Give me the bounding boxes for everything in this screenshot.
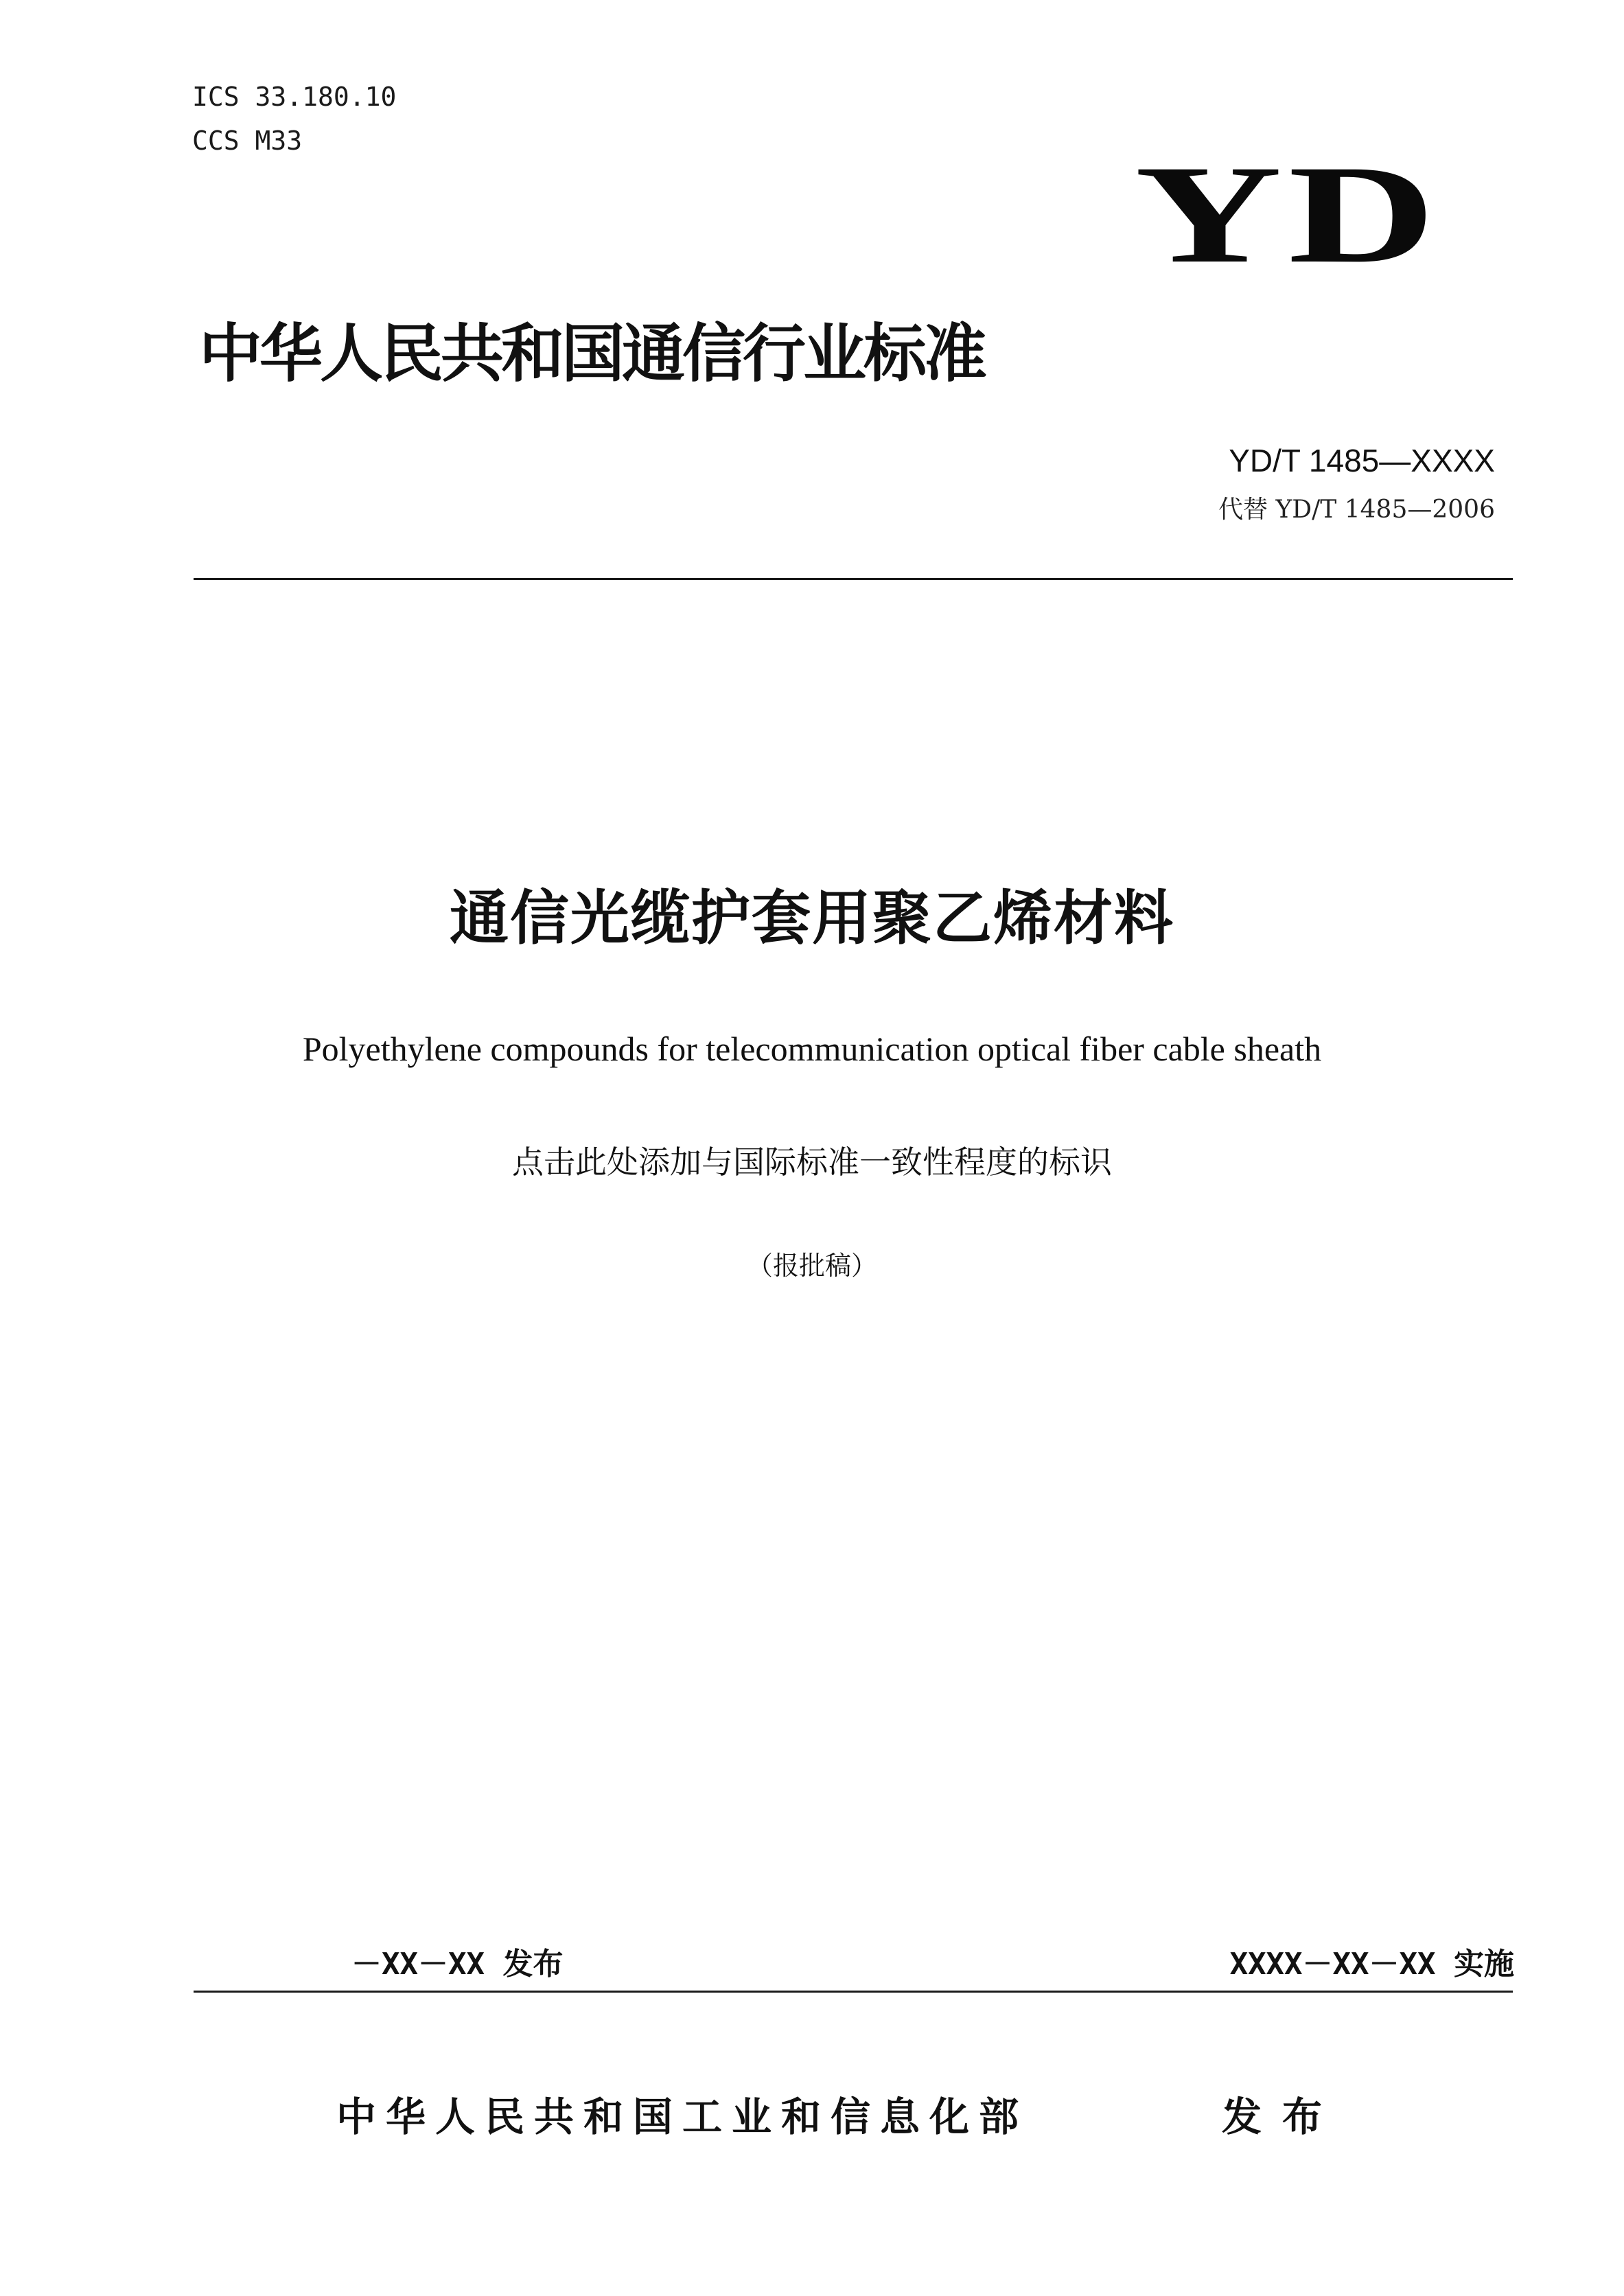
ccs-code: CCS M33 [192, 126, 303, 156]
issue-date: －XX－XX 发布 [351, 1947, 564, 1982]
industry-standard-title: 中华人民共和国通信行业标准 [199, 317, 985, 391]
replaces-standard: 代替 YD/T 1485—2006 [1218, 496, 1495, 524]
ics-code: ICS 33.180.10 [192, 82, 397, 112]
document-title-english: Polyethylene compounds for telecommunication optical fiber cable sheath [302, 1030, 1322, 1068]
document-title-chinese: 通信光缆护套用聚乙烯材料 [450, 884, 1174, 953]
consistency-note: 点击此处添加与国际标准一致性程度的标识 [512, 1144, 1112, 1181]
publish-label: 发布 [1222, 2094, 1343, 2140]
implementation-date: XXXX－XX－XX 实施 [1229, 1947, 1514, 1982]
publisher-name: 中华人民共和国工业和信息化部 [336, 2094, 1029, 2140]
yd-logo: YD [1135, 137, 1441, 292]
footer-divider [194, 1991, 1513, 1993]
standard-number: YD/T 1485—XXXX [1229, 443, 1495, 478]
header-divider [194, 578, 1513, 580]
draft-status: （报批稿） [746, 1251, 877, 1281]
